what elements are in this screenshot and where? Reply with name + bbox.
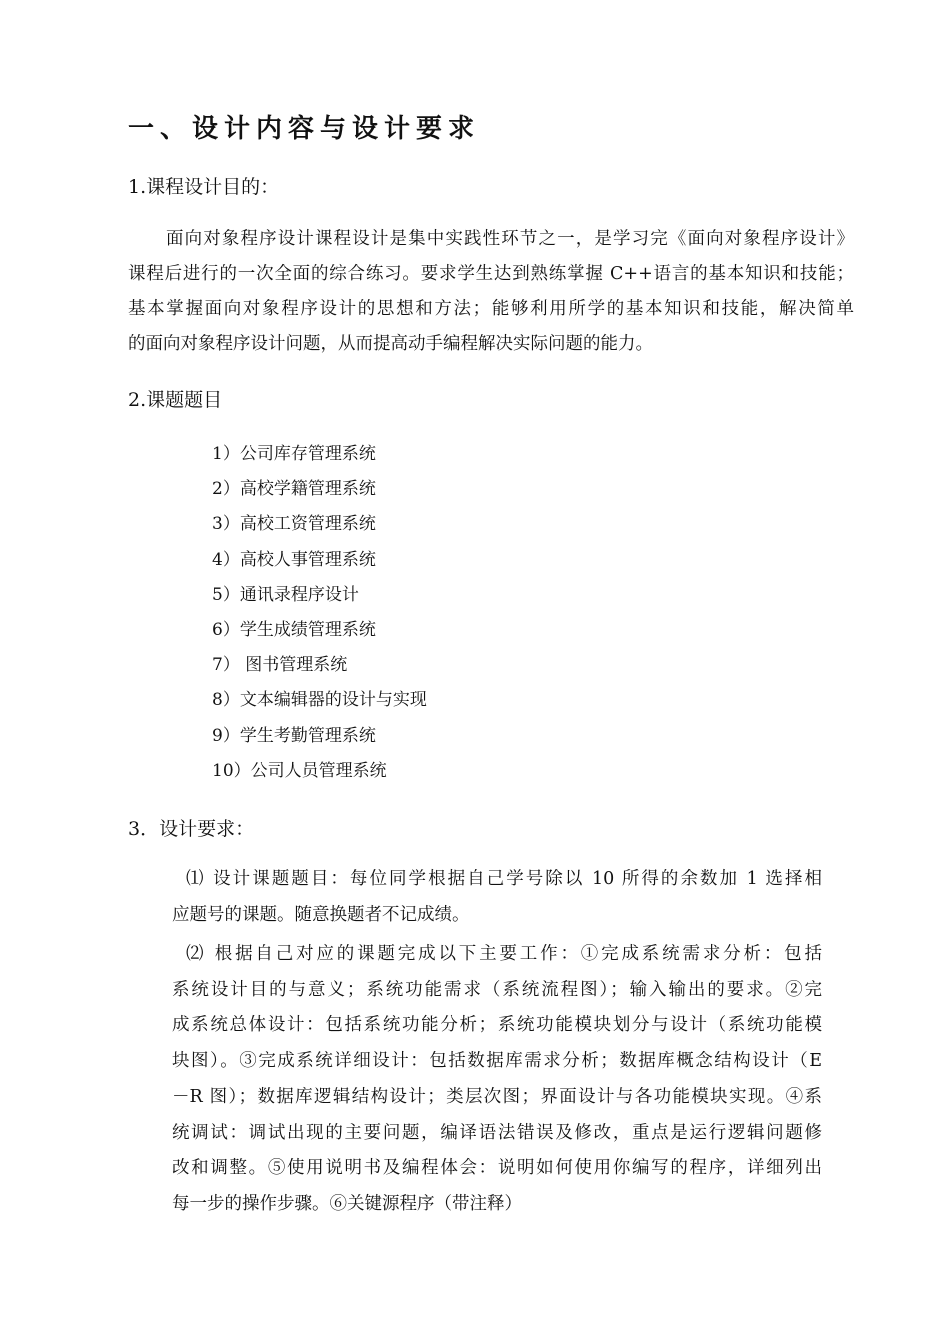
- requirement-line: 应题号的课题。随意换题者不记成绩。: [172, 904, 470, 925]
- list-item: 4）高校人事管理系统: [212, 549, 376, 570]
- requirement-2: [172, 937, 822, 1223]
- topic-list: [212, 437, 427, 789]
- list-item: 9）学生考勤管理系统: [212, 725, 376, 746]
- paragraph-line: 基本掌握面向对象程序设计的思想和方法；能够利用所学的基本知识和技能，解决简单: [128, 299, 854, 319]
- requirement-1: [172, 862, 822, 933]
- section-title-purpose: 1.课程设计目的：: [128, 176, 280, 198]
- paragraph-line: 课程后进行的一次全面的综合练习。要求学生达到熟练掌握 C++语言的基本知识和技能；: [128, 264, 854, 284]
- paragraph-line: 的面向对象程序设计问题，从而提高动手编程解决实际问题的能力。: [128, 334, 653, 354]
- list-item: 1）公司库存管理系统: [212, 444, 376, 464]
- purpose-paragraph: [128, 222, 854, 362]
- main-heading: 一、设计内容与设计要求: [128, 114, 481, 144]
- list-item: 8）文本编辑器的设计与实现: [212, 690, 427, 711]
- requirement-line: 每一步的操作步骤。⑥关键源程序（带注释）: [172, 1193, 522, 1214]
- list-item: 3）高校工资管理系统: [212, 514, 376, 535]
- requirement-line: 系统设计目的与意义；系统功能需求（系统流程图）；输入输出的要求。②完: [172, 979, 822, 1000]
- section-title-requirements: 3．设计要求：: [128, 818, 255, 840]
- section-title-topics: 2.课题题目: [128, 389, 223, 411]
- requirement-line: 块图）。③完成系统详细设计：包括数据库需求分析；数据库概念结构设计（E: [172, 1051, 822, 1072]
- paragraph-line: 面向对象程序设计课程设计是集中实践性环节之一，是学习完《面向对象程序设计》: [166, 229, 854, 249]
- requirement-line: ⑴ 设计课题题目：每位同学根据自己学号除以 10 所得的余数加 1 选择相: [186, 869, 822, 889]
- requirement-line: 改和调整。⑤使用说明书及编程体会：说明如何使用你编写的程序，详细列出: [172, 1158, 822, 1179]
- requirement-line: 成系统总体设计：包括系统功能分析；系统功能模块划分与设计（系统功能模: [172, 1015, 822, 1036]
- requirement-line: ⑵ 根据自己对应的课题完成以下主要工作：①完成系统需求分析：包括: [186, 944, 822, 964]
- requirement-line: －R 图）；数据库逻辑结构设计；类层次图；界面设计与各功能模块实现。④系: [172, 1086, 822, 1107]
- list-item: 5）通讯录程序设计: [212, 584, 359, 605]
- list-item: 2）高校学籍管理系统: [212, 479, 376, 500]
- requirement-line: 统调试：调试出现的主要问题，编译语法错误及修改，重点是运行逻辑问题修: [172, 1122, 822, 1143]
- list-item: 10）公司人员管理系统: [212, 760, 387, 781]
- list-item: 6）学生成绩管理系统: [212, 620, 376, 641]
- list-item: 7） 图书管理系统: [212, 655, 348, 676]
